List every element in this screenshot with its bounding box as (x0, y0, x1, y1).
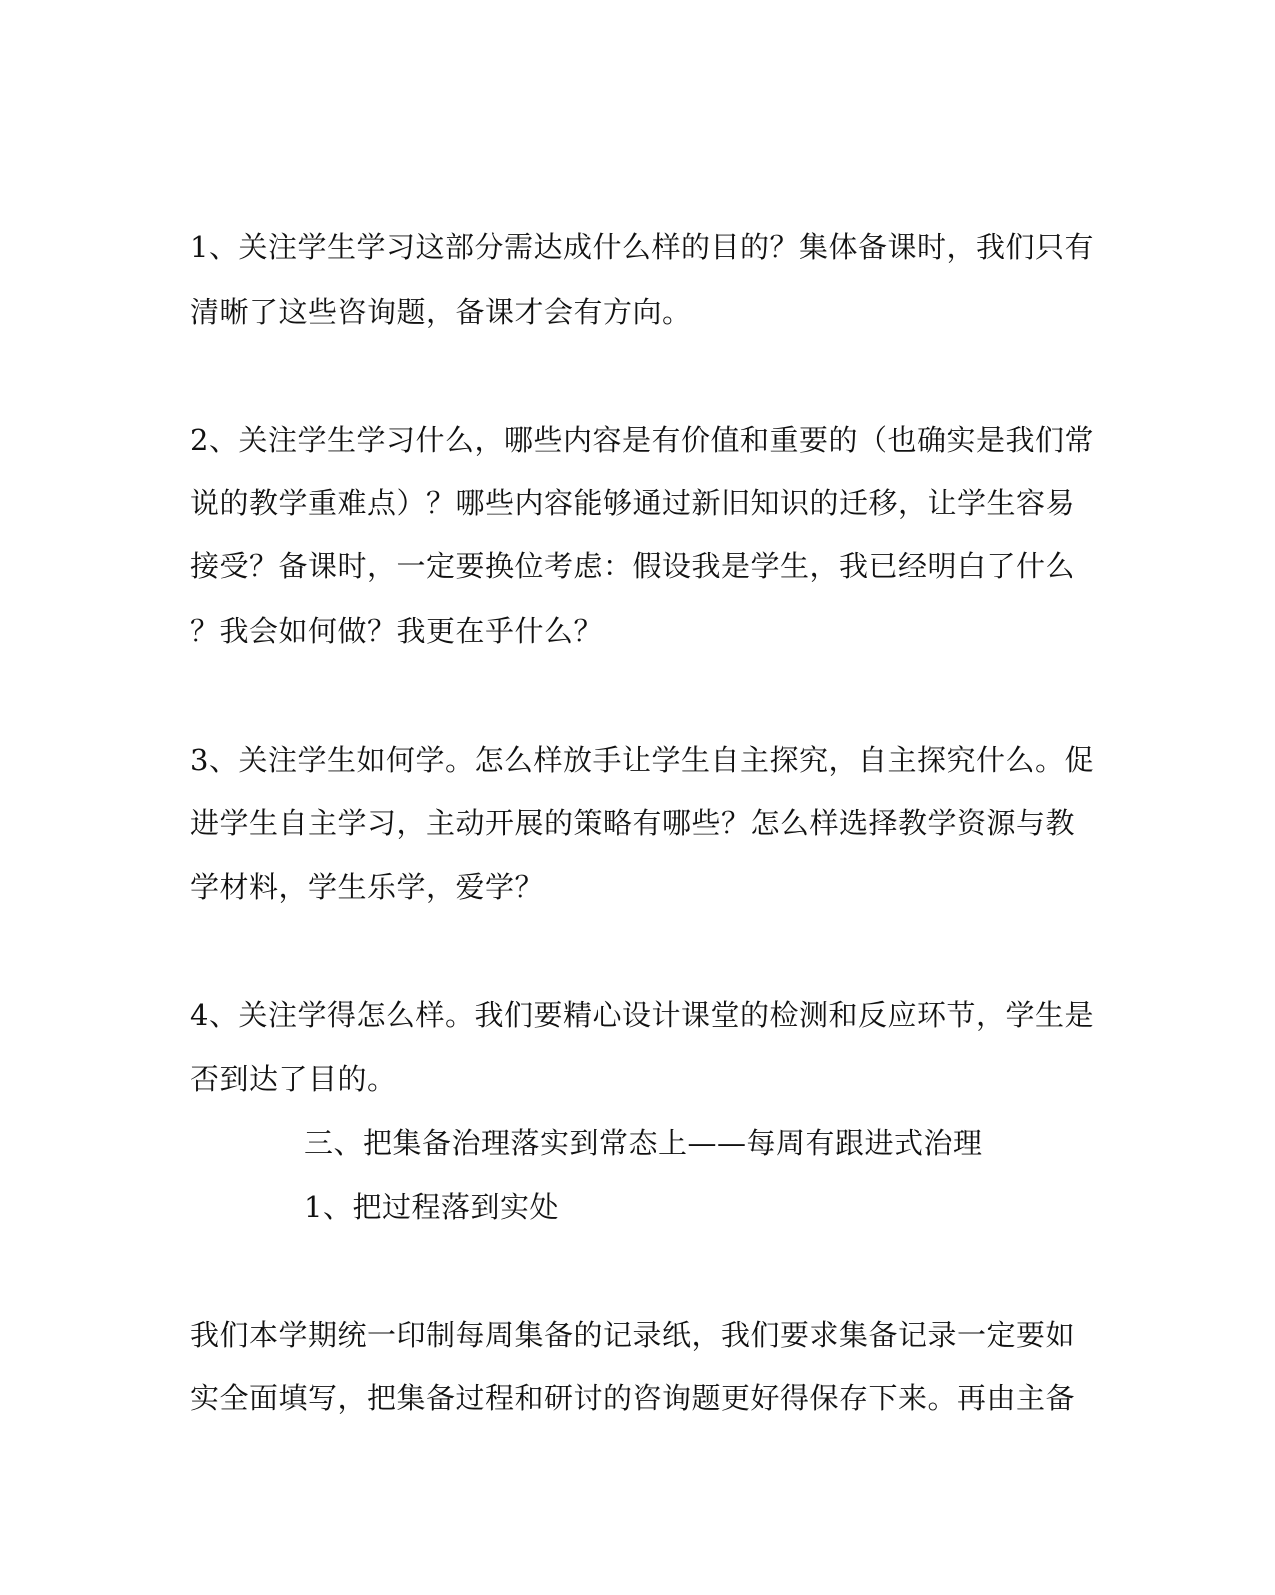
paragraph-5-line-1: 我们本学期统一印制每周集备的记录纸，我们要求集备记录一定要如 (190, 1318, 1076, 1352)
paragraph-4-line-2: 否到达了目的。 (190, 1062, 397, 1096)
paragraph-4-line-1: 4、关注学得怎么样。我们要精心设计课堂的检测和反应环节，学生是 (190, 998, 1094, 1032)
paragraph-3-line-2: 进学生自主学习，主动开展的策略有哪些？怎么样选择教学资源与教 (190, 806, 1076, 840)
paragraph-3-line-3: 学材料，学生乐学，爱学？ (190, 870, 545, 904)
paragraph-2-line-3: 接受？备课时，一定要换位考虑：假设我是学生，我已经明白了什么 (190, 549, 1076, 583)
paragraph-2-line-2: 说的教学重难点）？哪些内容能够通过新旧知识的迁移，让学生容易 (190, 486, 1076, 520)
paragraph-2-line-1: 2、关注学生学习什么，哪些内容是有价值和重要的（也确实是我们常 (190, 423, 1094, 457)
paragraph-2-line-4: ？我会如何做？我更在乎什么？ (190, 614, 604, 648)
paragraph-3-line-1: 3、关注学生如何学。怎么样放手让学生自主探究，自主探究什么。促 (190, 743, 1094, 777)
section-heading: 三、把集备治理落实到常态上——每周有跟进式治理 (304, 1126, 983, 1160)
paragraph-1-line-2: 清晰了这些咨询题，备课才会有方向。 (190, 295, 692, 329)
paragraph-5-line-2: 实全面填写，把集备过程和研讨的咨询题更好得保存下来。再由主备 (190, 1381, 1076, 1415)
paragraph-1-line-1: 1、关注学生学习这部分需达成什么样的目的？集体备课时，我们只有 (190, 230, 1094, 264)
subsection-heading: 1、把过程落到实处 (304, 1190, 559, 1224)
